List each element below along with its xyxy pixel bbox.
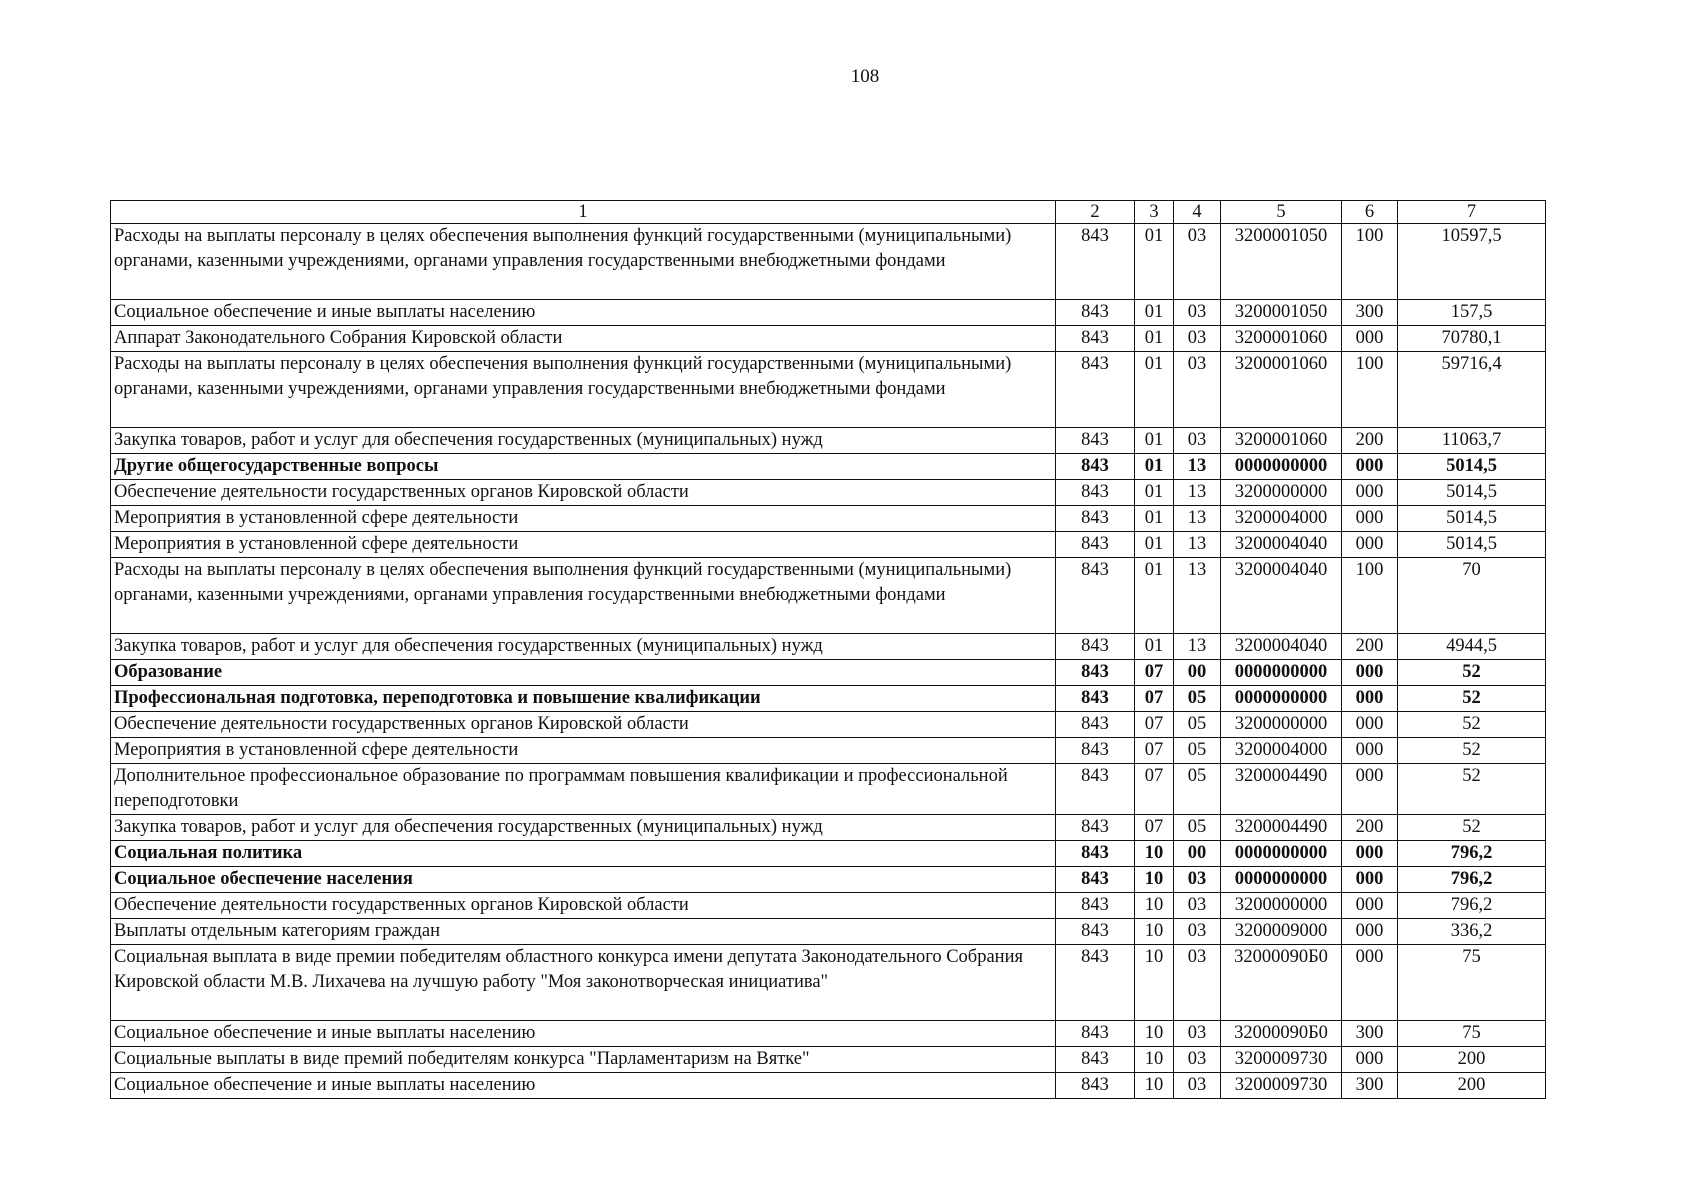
target-article-cell: 0000000000 (1221, 660, 1342, 686)
target-article-cell: 3200004040 (1221, 532, 1342, 558)
section-code-cell: 10 (1135, 867, 1174, 893)
expense-type-cell: 000 (1342, 712, 1398, 738)
expense-type-cell: 300 (1342, 1073, 1398, 1099)
section-code-cell: 01 (1135, 454, 1174, 480)
admin-code-cell: 843 (1056, 764, 1135, 815)
section-code-cell: 01 (1135, 506, 1174, 532)
expense-type-cell: 000 (1342, 764, 1398, 815)
target-article-cell: 32000090Б0 (1221, 1021, 1342, 1047)
section-code-cell: 10 (1135, 945, 1174, 1021)
item-name-cell: Образование (111, 660, 1056, 686)
admin-code-cell: 843 (1056, 815, 1135, 841)
expense-type-cell: 200 (1342, 428, 1398, 454)
admin-code-cell: 843 (1056, 712, 1135, 738)
expense-type-cell: 100 (1342, 558, 1398, 634)
item-name-cell: Расходы на выплаты персоналу в целях обеспечения выполнения функций государственными (муниципальными) органами, казенными учреждениями, органами управления государственными внебюджетными фондами (111, 558, 1056, 634)
section-code-cell: 07 (1135, 686, 1174, 712)
admin-code-cell: 843 (1056, 428, 1135, 454)
table-row (111, 686, 1546, 712)
table-header-row (111, 201, 1546, 224)
subsection-code-cell: 03 (1174, 1047, 1221, 1073)
target-article-cell: 3200000000 (1221, 480, 1342, 506)
subsection-code-cell: 03 (1174, 352, 1221, 428)
expense-type-cell: 000 (1342, 326, 1398, 352)
amount-cell: 200 (1398, 1073, 1546, 1099)
target-article-cell: 0000000000 (1221, 686, 1342, 712)
table-row (111, 919, 1546, 945)
table-row (111, 660, 1546, 686)
item-name-cell: Социальное обеспечение населения (111, 867, 1056, 893)
target-article-cell: 3200004490 (1221, 815, 1342, 841)
table-row (111, 532, 1546, 558)
section-code-cell: 10 (1135, 1073, 1174, 1099)
admin-code-cell: 843 (1056, 841, 1135, 867)
admin-code-cell: 843 (1056, 1047, 1135, 1073)
admin-code-cell: 843 (1056, 1021, 1135, 1047)
amount-cell: 5014,5 (1398, 506, 1546, 532)
item-name-cell: Мероприятия в установленной сфере деятельности (111, 738, 1056, 764)
table-row (111, 841, 1546, 867)
target-article-cell: 3200000000 (1221, 893, 1342, 919)
table-body (111, 224, 1546, 1099)
amount-cell: 59716,4 (1398, 352, 1546, 428)
subsection-code-cell: 03 (1174, 919, 1221, 945)
admin-code-cell: 843 (1056, 867, 1135, 893)
table-row (111, 815, 1546, 841)
column-header: 1 (111, 201, 1056, 224)
admin-code-cell: 843 (1056, 738, 1135, 764)
item-name-cell: Расходы на выплаты персоналу в целях обеспечения выполнения функций государственными (муниципальными) органами, казенными учреждениями, органами управления государственными внебюджетными фондами (111, 224, 1056, 300)
target-article-cell: 3200001060 (1221, 428, 1342, 454)
expense-type-cell: 000 (1342, 841, 1398, 867)
admin-code-cell: 843 (1056, 558, 1135, 634)
amount-cell: 796,2 (1398, 893, 1546, 919)
expense-type-cell: 000 (1342, 506, 1398, 532)
expense-type-cell: 000 (1342, 686, 1398, 712)
section-code-cell: 10 (1135, 893, 1174, 919)
table-row (111, 712, 1546, 738)
target-article-cell: 3200004000 (1221, 738, 1342, 764)
amount-cell: 200 (1398, 1047, 1546, 1073)
section-code-cell: 10 (1135, 919, 1174, 945)
target-article-cell: 3200009730 (1221, 1073, 1342, 1099)
expense-type-cell: 000 (1342, 660, 1398, 686)
table-row (111, 480, 1546, 506)
amount-cell: 75 (1398, 1021, 1546, 1047)
item-name-cell: Мероприятия в установленной сфере деятельности (111, 532, 1056, 558)
expense-type-cell: 200 (1342, 634, 1398, 660)
expense-type-cell: 000 (1342, 454, 1398, 480)
item-name-cell: Обеспечение деятельности государственных органов Кировской области (111, 712, 1056, 738)
target-article-cell: 3200004040 (1221, 634, 1342, 660)
section-code-cell: 01 (1135, 326, 1174, 352)
column-header: 3 (1135, 201, 1174, 224)
amount-cell: 336,2 (1398, 919, 1546, 945)
amount-cell: 52 (1398, 660, 1546, 686)
table-row (111, 867, 1546, 893)
subsection-code-cell: 03 (1174, 326, 1221, 352)
admin-code-cell: 843 (1056, 326, 1135, 352)
subsection-code-cell: 03 (1174, 300, 1221, 326)
table-row (111, 634, 1546, 660)
subsection-code-cell: 03 (1174, 1073, 1221, 1099)
column-header: 4 (1174, 201, 1221, 224)
subsection-code-cell: 13 (1174, 532, 1221, 558)
amount-cell: 52 (1398, 815, 1546, 841)
subsection-code-cell: 03 (1174, 893, 1221, 919)
admin-code-cell: 843 (1056, 634, 1135, 660)
admin-code-cell: 843 (1056, 300, 1135, 326)
subsection-code-cell: 00 (1174, 841, 1221, 867)
table-row (111, 738, 1546, 764)
item-name-cell: Закупка товаров, работ и услуг для обеспечения государственных (муниципальных) нужд (111, 815, 1056, 841)
table-row (111, 506, 1546, 532)
target-article-cell: 3200004040 (1221, 558, 1342, 634)
expense-type-cell: 000 (1342, 919, 1398, 945)
section-code-cell: 01 (1135, 634, 1174, 660)
amount-cell: 4944,5 (1398, 634, 1546, 660)
item-name-cell: Мероприятия в установленной сфере деятельности (111, 506, 1056, 532)
section-code-cell: 01 (1135, 480, 1174, 506)
subsection-code-cell: 05 (1174, 764, 1221, 815)
column-header: 7 (1398, 201, 1546, 224)
table-row (111, 1073, 1546, 1099)
page-number: 108 (850, 66, 880, 87)
admin-code-cell: 843 (1056, 1073, 1135, 1099)
item-name-cell: Социальное обеспечение и иные выплаты населению (111, 300, 1056, 326)
expense-type-cell: 100 (1342, 352, 1398, 428)
target-article-cell: 3200001060 (1221, 352, 1342, 428)
amount-cell: 157,5 (1398, 300, 1546, 326)
column-header: 5 (1221, 201, 1342, 224)
item-name-cell: Закупка товаров, работ и услуг для обеспечения государственных (муниципальных) нужд (111, 428, 1056, 454)
expense-type-cell: 300 (1342, 300, 1398, 326)
target-article-cell: 3200009730 (1221, 1047, 1342, 1073)
section-code-cell: 07 (1135, 815, 1174, 841)
target-article-cell: 3200001060 (1221, 326, 1342, 352)
amount-cell: 52 (1398, 738, 1546, 764)
expense-type-cell: 000 (1342, 738, 1398, 764)
amount-cell: 796,2 (1398, 841, 1546, 867)
expense-type-cell: 000 (1342, 1047, 1398, 1073)
target-article-cell: 3200001050 (1221, 224, 1342, 300)
target-article-cell: 0000000000 (1221, 867, 1342, 893)
amount-cell: 52 (1398, 712, 1546, 738)
column-header: 6 (1342, 201, 1398, 224)
table-row (111, 1047, 1546, 1073)
section-code-cell: 01 (1135, 300, 1174, 326)
section-code-cell: 01 (1135, 428, 1174, 454)
amount-cell: 5014,5 (1398, 532, 1546, 558)
item-name-cell: Социальная политика (111, 841, 1056, 867)
amount-cell: 75 (1398, 945, 1546, 1021)
section-code-cell: 07 (1135, 712, 1174, 738)
target-article-cell: 32000090Б0 (1221, 945, 1342, 1021)
target-article-cell: 0000000000 (1221, 454, 1342, 480)
item-name-cell: Социальная выплата в виде премии победителям областного конкурса имени депутата Законодательного Собрания Кировской области М.В. Лихачева на лучшую работу "Моя законотворческая инициатива" (111, 945, 1056, 1021)
section-code-cell: 07 (1135, 738, 1174, 764)
section-code-cell: 07 (1135, 660, 1174, 686)
item-name-cell: Расходы на выплаты персоналу в целях обеспечения выполнения функций государственными (муниципальными) органами, казенными учреждениями, органами управления государственными внебюджетными фондами (111, 352, 1056, 428)
admin-code-cell: 843 (1056, 532, 1135, 558)
admin-code-cell: 843 (1056, 893, 1135, 919)
expense-type-cell: 000 (1342, 945, 1398, 1021)
amount-cell: 52 (1398, 764, 1546, 815)
admin-code-cell: 843 (1056, 352, 1135, 428)
subsection-code-cell: 13 (1174, 454, 1221, 480)
section-code-cell: 01 (1135, 224, 1174, 300)
item-name-cell: Закупка товаров, работ и услуг для обеспечения государственных (муниципальных) нужд (111, 634, 1056, 660)
expense-type-cell: 100 (1342, 224, 1398, 300)
expense-type-cell: 200 (1342, 815, 1398, 841)
subsection-code-cell: 03 (1174, 224, 1221, 300)
subsection-code-cell: 13 (1174, 634, 1221, 660)
table-row (111, 300, 1546, 326)
table-row (111, 326, 1546, 352)
target-article-cell: 3200004000 (1221, 506, 1342, 532)
expense-type-cell: 300 (1342, 1021, 1398, 1047)
table-row (111, 428, 1546, 454)
item-name-cell: Другие общегосударственные вопросы (111, 454, 1056, 480)
target-article-cell: 3200000000 (1221, 712, 1342, 738)
target-article-cell: 3200009000 (1221, 919, 1342, 945)
expense-type-cell: 000 (1342, 480, 1398, 506)
section-code-cell: 01 (1135, 558, 1174, 634)
item-name-cell: Аппарат Законодательного Собрания Кировской области (111, 326, 1056, 352)
subsection-code-cell: 13 (1174, 558, 1221, 634)
table-row (111, 454, 1546, 480)
subsection-code-cell: 05 (1174, 686, 1221, 712)
item-name-cell: Профессиональная подготовка, переподготовка и повышение квалификации (111, 686, 1056, 712)
target-article-cell: 3200004490 (1221, 764, 1342, 815)
admin-code-cell: 843 (1056, 945, 1135, 1021)
table-row (111, 945, 1546, 1021)
column-header: 2 (1056, 201, 1135, 224)
section-code-cell: 10 (1135, 841, 1174, 867)
expense-type-cell: 000 (1342, 893, 1398, 919)
section-code-cell: 01 (1135, 352, 1174, 428)
item-name-cell: Социальное обеспечение и иные выплаты населению (111, 1021, 1056, 1047)
section-code-cell: 01 (1135, 532, 1174, 558)
amount-cell: 52 (1398, 686, 1546, 712)
amount-cell: 5014,5 (1398, 454, 1546, 480)
table-row (111, 764, 1546, 815)
subsection-code-cell: 03 (1174, 945, 1221, 1021)
amount-cell: 11063,7 (1398, 428, 1546, 454)
subsection-code-cell: 05 (1174, 712, 1221, 738)
amount-cell: 70 (1398, 558, 1546, 634)
table-row (111, 558, 1546, 634)
target-article-cell: 3200001050 (1221, 300, 1342, 326)
admin-code-cell: 843 (1056, 660, 1135, 686)
expense-type-cell: 000 (1342, 532, 1398, 558)
amount-cell: 10597,5 (1398, 224, 1546, 300)
expense-type-cell: 000 (1342, 867, 1398, 893)
item-name-cell: Выплаты отдельным категориям граждан (111, 919, 1056, 945)
amount-cell: 70780,1 (1398, 326, 1546, 352)
item-name-cell: Обеспечение деятельности государственных органов Кировской области (111, 893, 1056, 919)
admin-code-cell: 843 (1056, 686, 1135, 712)
table-row (111, 893, 1546, 919)
subsection-code-cell: 03 (1174, 428, 1221, 454)
target-article-cell: 0000000000 (1221, 841, 1342, 867)
item-name-cell: Дополнительное профессиональное образование по программам повышения квалификации и профессиональной переподготовки (111, 764, 1056, 815)
admin-code-cell: 843 (1056, 454, 1135, 480)
subsection-code-cell: 13 (1174, 506, 1221, 532)
admin-code-cell: 843 (1056, 480, 1135, 506)
section-code-cell: 07 (1135, 764, 1174, 815)
subsection-code-cell: 03 (1174, 867, 1221, 893)
subsection-code-cell: 13 (1174, 480, 1221, 506)
subsection-code-cell: 05 (1174, 815, 1221, 841)
admin-code-cell: 843 (1056, 506, 1135, 532)
admin-code-cell: 843 (1056, 224, 1135, 300)
item-name-cell: Социальные выплаты в виде премий победителям конкурса "Парламентаризм на Вятке" (111, 1047, 1056, 1073)
table-row (111, 352, 1546, 428)
item-name-cell: Обеспечение деятельности государственных органов Кировской области (111, 480, 1056, 506)
amount-cell: 796,2 (1398, 867, 1546, 893)
subsection-code-cell: 03 (1174, 1021, 1221, 1047)
table-row (111, 1021, 1546, 1047)
section-code-cell: 10 (1135, 1021, 1174, 1047)
admin-code-cell: 843 (1056, 919, 1135, 945)
item-name-cell: Социальное обеспечение и иные выплаты населению (111, 1073, 1056, 1099)
table-row (111, 224, 1546, 300)
subsection-code-cell: 05 (1174, 738, 1221, 764)
amount-cell: 5014,5 (1398, 480, 1546, 506)
budget-table (110, 200, 1546, 1099)
section-code-cell: 10 (1135, 1047, 1174, 1073)
subsection-code-cell: 00 (1174, 660, 1221, 686)
